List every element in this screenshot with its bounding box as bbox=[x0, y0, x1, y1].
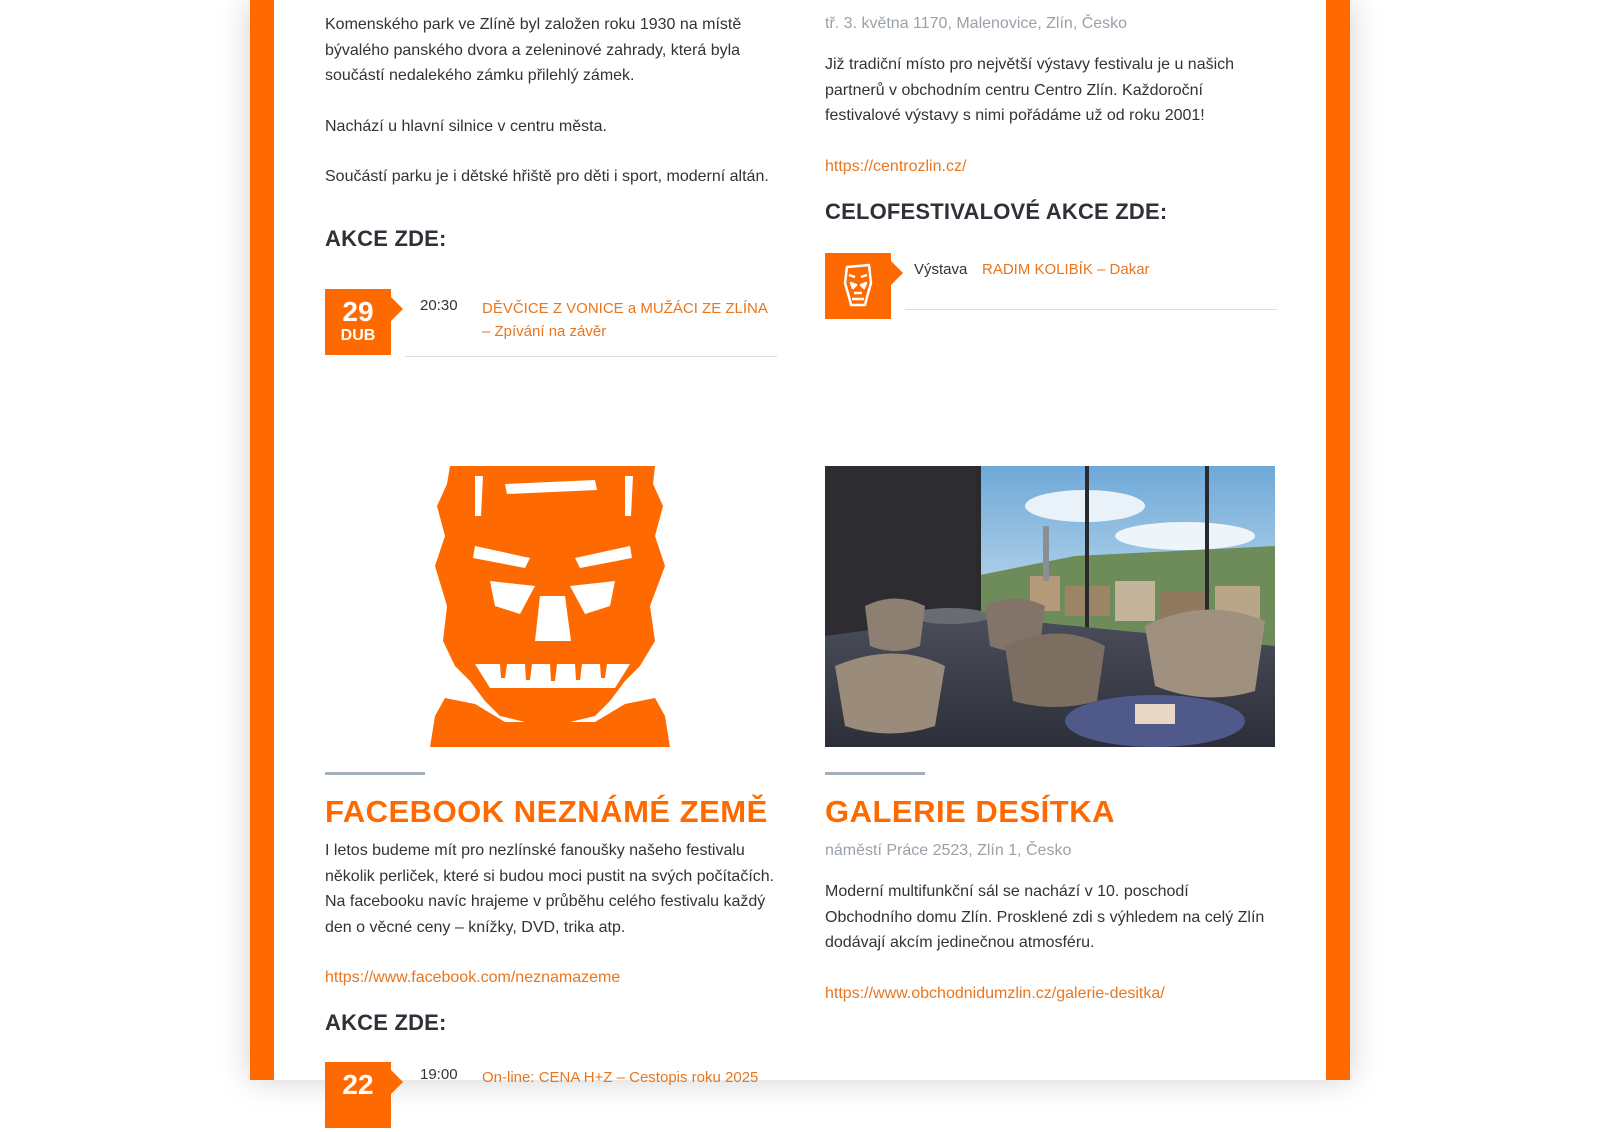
gallery-lounge-photo bbox=[825, 466, 1275, 747]
venue-galerie-desitka-section bbox=[825, 772, 1277, 1006]
venue-title: GALERIE DESÍTKA bbox=[825, 794, 1115, 829]
venue-website-link[interactable]: https://www.obchodnidumzlin.cz/galerie-desitka/ bbox=[825, 984, 1165, 1002]
venue-address: tř. 3. května 1170, Malenovice, Zlín, Česko bbox=[825, 15, 1128, 32]
venue-facebook-section bbox=[325, 772, 777, 1036]
venue-description-paragraph: I letos budeme mít pro nezlínské fanoušky našeho festivalu několik perliček, které si budou moci pustit na svých počítačích. Na facebooku navíc hrajeme v průběhu celého festivalu každý den o věcné ceny – knížky, DVD, trika atp. bbox=[325, 842, 775, 936]
galerie-desitka-image[interactable] bbox=[825, 466, 1275, 747]
event-row[interactable] bbox=[325, 289, 777, 359]
event-date-day: 29 bbox=[342, 296, 374, 327]
event-category: Výstava bbox=[914, 261, 968, 278]
festival-event-row[interactable] bbox=[825, 253, 1277, 323]
festival-event-badge bbox=[825, 253, 891, 319]
venue-description-paragraph: Již tradiční místo pro největší výstavy festivalu je u našich partnerů v obchodním centru Centro Zlín. Každoroční festivalové výstavy s nimi pořádáme už od roku 2001! bbox=[825, 56, 1235, 124]
event-date-badge bbox=[325, 1062, 391, 1128]
venue-description-paragraph: Komenského park ve Zlíně byl založen roku 1930 na místě bývalého panského dvora a zeleninové zahrady, která byla součástí nedalekého zámku přilehlý zámek. bbox=[325, 16, 742, 84]
venue-address: náměstí Práce 2523, Zlín 1, Česko bbox=[825, 842, 1072, 859]
festival-mask-logo bbox=[325, 466, 775, 747]
section-rule bbox=[325, 772, 425, 775]
event-title-link[interactable]: On-line: CENA H+Z – Cestopis roku 2025 bbox=[482, 1069, 759, 1086]
event-divider bbox=[905, 309, 1277, 310]
venue-website-link[interactable]: https://www.facebook.com/neznamazeme bbox=[325, 969, 621, 986]
event-time: 20:30 bbox=[420, 297, 458, 314]
events-heading: AKCE ZDE: bbox=[325, 1010, 447, 1035]
festival-mask-icon bbox=[825, 253, 891, 319]
section-rule bbox=[825, 772, 925, 775]
event-date-badge bbox=[325, 289, 391, 355]
event-title-link[interactable]: RADIM KOLIBÍK – Dakar bbox=[982, 261, 1150, 278]
venue-centro-zlin-section bbox=[825, 11, 1277, 225]
venue-komenskeho-park-section bbox=[325, 12, 777, 252]
events-heading: AKCE ZDE: bbox=[325, 225, 447, 251]
event-divider bbox=[405, 356, 777, 357]
event-date-month: DUB bbox=[340, 327, 376, 344]
event-row[interactable] bbox=[325, 1062, 777, 1132]
venue-amenities-paragraph: Součástí parku je i dětské hřiště pro děti i sport, moderní altán. bbox=[325, 168, 769, 185]
event-time: 19:00 bbox=[420, 1066, 458, 1083]
venue-location-paragraph: Nachází u hlavní silnice v centru města. bbox=[325, 117, 607, 135]
venue-website-link[interactable]: https://centrozlin.cz/ bbox=[825, 157, 967, 175]
venue-title: FACEBOOK NEZNÁMÉ ZEMĚ bbox=[325, 794, 768, 829]
event-title-link[interactable]: DĚVČICE Z VONICE a MUŽÁCI ZE ZLÍNA – Zpívání na závěr bbox=[482, 300, 768, 340]
festival-events-heading: CELOFESTIVALOVÉ AKCE ZDE: bbox=[825, 198, 1168, 224]
venue-description-paragraph: Moderní multifunkční sál se nachází v 10. poschodí Obchodního domu Zlín. Prosklené zdi s výhledem na celý Zlín dodávají akcím jedinečnou atmosféru. bbox=[825, 883, 1265, 951]
facebook-venue-image[interactable] bbox=[325, 466, 775, 747]
event-date-day: 22 bbox=[342, 1069, 374, 1100]
